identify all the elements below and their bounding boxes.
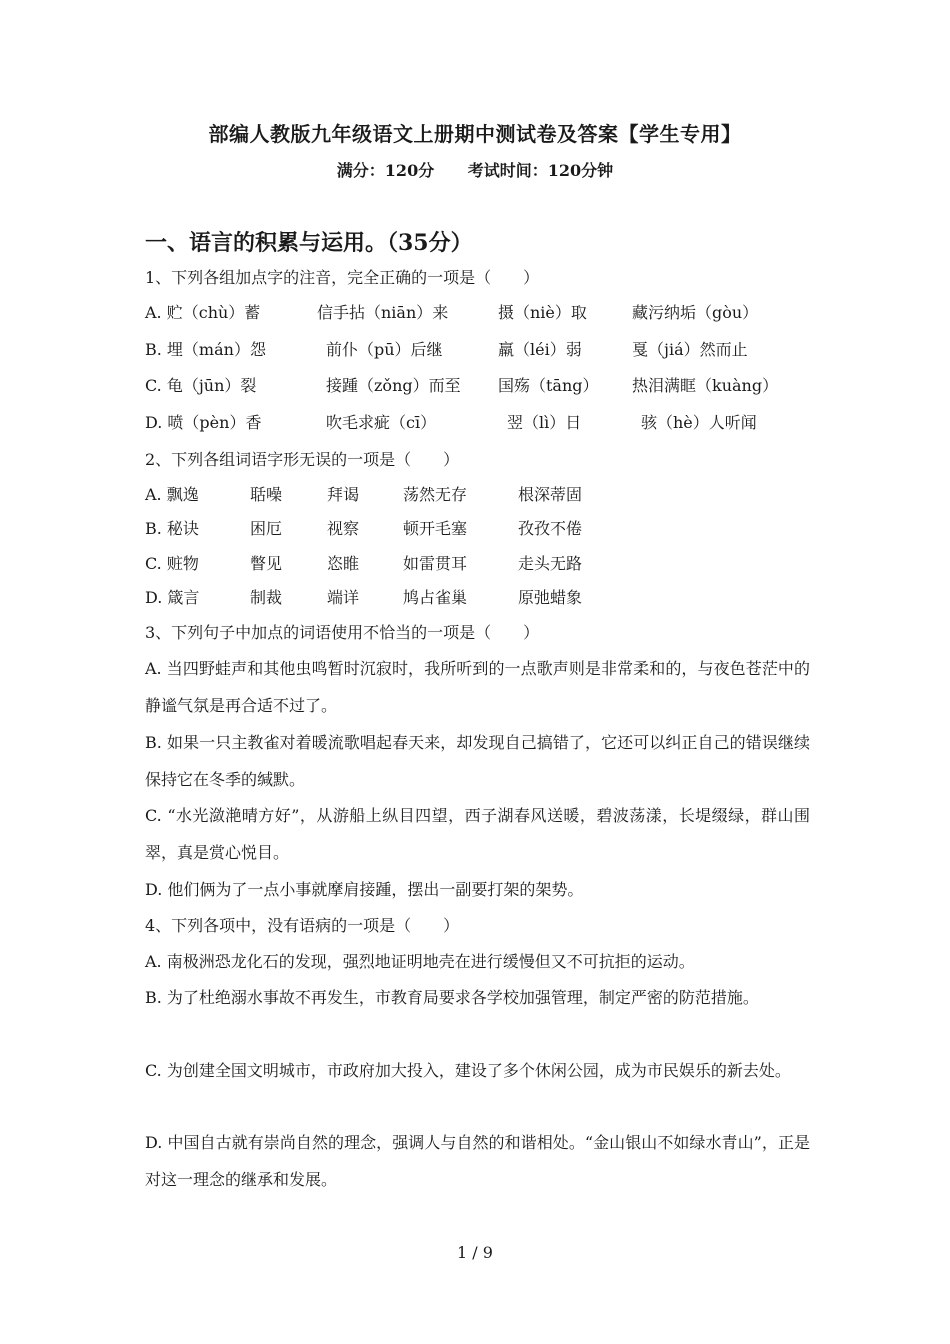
question-4-stem: 4、下列各项中，没有语病的一项是（ ） bbox=[145, 916, 460, 935]
q1-c-item-3: 国殇（tāng） bbox=[498, 376, 599, 395]
document-title: 部编人教版九年级语文上册期中测试卷及答案【学生专用】 bbox=[208, 122, 742, 146]
q1-b-item-4: 戛（jiá）然而止 bbox=[632, 340, 748, 359]
q4-option-a: A. 南极洲恐龙化石的发现，强烈地证明地壳在进行缓慢但又不可抗拒的运动。 bbox=[145, 952, 695, 971]
q1-b-item-2: 前仆（pū）后继 bbox=[326, 340, 443, 359]
q1-d-item-4: 骇（hè）人听闻 bbox=[641, 413, 757, 432]
q2-a-item-3: 拜谒 bbox=[327, 485, 360, 504]
q1-d-item-2: 吹毛求疵（cī） bbox=[326, 413, 437, 432]
q2-d-item-3: 端详 bbox=[327, 588, 360, 607]
q4-option-c: C. 为创建全国文明城市，市政府加大投入，建设了多个休闲公园，成为市民娱乐的新去处。 bbox=[145, 1061, 791, 1080]
exam-time: 考试时间：120分钟 bbox=[467, 161, 614, 180]
full-score: 满分：120分 bbox=[336, 161, 435, 180]
q1-d-item-1: D. 喷（pèn）香 bbox=[145, 413, 262, 432]
section-heading: 一、语言的积累与运用。（35分） bbox=[145, 230, 473, 256]
q2-a-item-4: 荡然无存 bbox=[403, 485, 468, 504]
q2-b-item-1: B. 秘诀 bbox=[145, 519, 199, 538]
q2-d-item-4: 鸠占雀巢 bbox=[403, 588, 468, 607]
q2-a-item-1: A. 飘逸 bbox=[145, 485, 199, 504]
question-3-stem: 3、下列句子中加点的词语使用不恰当的一项是（ ） bbox=[145, 623, 540, 642]
q2-b-item-4: 顿开毛塞 bbox=[403, 519, 468, 538]
q1-a-item-1: A. 贮（chù）蓄 bbox=[145, 303, 261, 322]
q2-b-item-3: 视察 bbox=[327, 519, 360, 538]
q2-c-item-1: C. 赃物 bbox=[145, 554, 199, 573]
q2-d-item-1: D. 箴言 bbox=[145, 588, 200, 607]
q3-option-a: A. 当四野蛙声和其他虫鸣暂时沉寂时，我所听到的一点歌声则是非常柔和的，与夜色苍茫中的静谧气氛是再合适不过了。 bbox=[145, 659, 810, 715]
q1-b-item-3: 羸（léi）弱 bbox=[498, 340, 582, 359]
q2-b-item-5: 孜孜不倦 bbox=[518, 519, 583, 538]
q2-c-item-2: 瞥见 bbox=[250, 554, 283, 573]
question-1-stem: 1、下列各组加点字的注音，完全正确的一项是（ ） bbox=[145, 268, 540, 287]
q1-c-item-4: 热泪满眶（kuàng） bbox=[632, 376, 779, 395]
q3-option-d: D. 他们俩为了一点小事就摩肩接踵，摆出一副要打架的架势。 bbox=[145, 880, 584, 899]
q2-c-item-3: 恣睢 bbox=[327, 554, 360, 573]
q3-option-b: B. 如果一只主教雀对着暖流歌唱起春天来，却发现自己搞错了，它还可以纠正自己的错误继续保持它在冬季的缄默。 bbox=[145, 733, 810, 789]
q2-b-item-2: 困厄 bbox=[250, 519, 283, 538]
q1-b-item-1: B. 埋（mán）怨 bbox=[145, 340, 266, 359]
q2-a-item-5: 根深蒂固 bbox=[518, 485, 583, 504]
q3-option-c: C. “水光潋滟晴方好”，从游船上纵目四望，西子湖春风送暖，碧波荡漾，长堤缀绿，群山围翠，真是赏心悦目。 bbox=[145, 806, 810, 862]
q1-c-item-1: C. 龟（jūn）裂 bbox=[145, 376, 257, 395]
q2-a-item-2: 聒噪 bbox=[250, 485, 283, 504]
q1-a-item-3: 摄（niè）取 bbox=[498, 303, 587, 322]
page-number: 1 / 9 bbox=[457, 1243, 493, 1262]
q4-option-d: D. 中国自古就有崇尚自然的理念，强调人与自然的和谐相处。“金山银山不如绿水青山”，正是对这一理念的继承和发展。 bbox=[145, 1133, 810, 1189]
exam-info bbox=[0, 158, 950, 181]
q2-d-item-2: 制裁 bbox=[250, 588, 283, 607]
q1-c-item-2: 接踵（zǒng）而至 bbox=[326, 376, 461, 395]
q2-c-item-4: 如雷贯耳 bbox=[403, 554, 468, 573]
q1-a-item-4: 藏污纳垢（gòu） bbox=[632, 303, 759, 322]
q1-a-item-2: 信手拈（niān）来 bbox=[317, 303, 449, 322]
q2-c-item-5: 走头无路 bbox=[518, 554, 583, 573]
q2-d-item-5: 原弛蜡象 bbox=[518, 588, 583, 607]
q4-option-b: B. 为了杜绝溺水事故不再发生，市教育局要求各学校加强管理，制定严密的防范措施。 bbox=[145, 988, 759, 1007]
question-2-stem: 2、下列各组词语字形无误的一项是（ ） bbox=[145, 450, 460, 469]
q1-d-item-3: 翌（lì）日 bbox=[507, 413, 582, 432]
